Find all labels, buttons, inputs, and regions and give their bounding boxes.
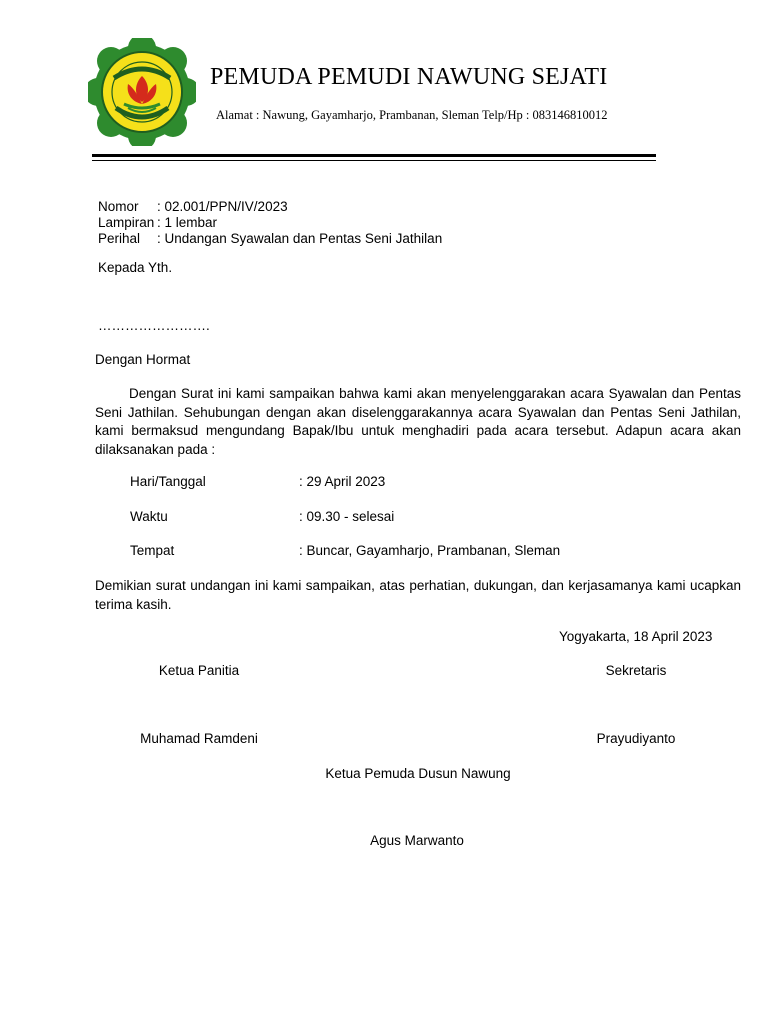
detail-label-date: Hari/Tanggal xyxy=(130,474,206,489)
organization-logo-seal xyxy=(88,38,196,146)
organization-name: PEMUDA PEMUDI NAWUNG SEJATI xyxy=(210,64,608,90)
detail-label-time: Waktu xyxy=(130,509,168,524)
perihal-label: Perihal xyxy=(98,231,141,246)
lampiran-label: Lampiran xyxy=(98,215,155,230)
detail-value-time: : 09.30 - selesai xyxy=(299,509,395,524)
right-signatory-title: Sekretaris xyxy=(605,663,667,678)
nomor-label: Nomor xyxy=(98,199,139,214)
left-signatory-name: Muhamad Ramdeni xyxy=(140,731,258,746)
right-signatory-name: Prayudiyanto xyxy=(596,731,676,746)
recipient-to: Kepada Yth. xyxy=(98,260,173,275)
header-divider-thick xyxy=(92,154,656,157)
body-intro-paragraph: Dengan Surat ini kami sampaikan bahwa kami akan menyelenggarakan acara Syawalan dan Pentas Seni Jathilan. Sehubungan dengan akan diselenggarakannya acara Syawalan dan Pentas Seni Jathilan, kami bermaksud mengundang Bapak/Ibu untuk menghadiri pada acara tersebut. Adapun acara akan dilaksanakan pada : xyxy=(95,386,741,457)
detail-label-place: Tempat xyxy=(130,543,175,558)
closing-paragraph: Demikian surat undangan ini kami sampaikan, atas perhatian, dukungan, dan kerjasamanya kami ucapkan terima kasih. xyxy=(95,578,741,612)
recipient-name-placeholder: ……………………. xyxy=(98,318,210,333)
left-signatory-title: Ketua Panitia xyxy=(158,663,240,678)
lampiran-value: : 1 lembar xyxy=(157,215,218,230)
detail-value-place: : Buncar, Gayamharjo, Prambanan, Sleman xyxy=(299,543,561,558)
center-signatory-name: Agus Marwanto xyxy=(370,833,464,848)
organization-address: Alamat : Nawung, Gayamharjo, Prambanan, Sleman Telp/Hp : 083146810012 xyxy=(216,108,608,122)
salutation: Dengan Hormat xyxy=(95,352,191,367)
center-signatory-title: Ketua Pemuda Dusun Nawung xyxy=(325,766,511,781)
place-date: Yogyakarta, 18 April 2023 xyxy=(559,629,713,644)
detail-value-date: : 29 April 2023 xyxy=(299,474,386,489)
nomor-value: : 02.001/PPN/IV/2023 xyxy=(157,199,288,214)
header-divider-thin xyxy=(92,160,656,161)
perihal-value: : Undangan Syawalan dan Pentas Seni Jathilan xyxy=(157,231,443,246)
